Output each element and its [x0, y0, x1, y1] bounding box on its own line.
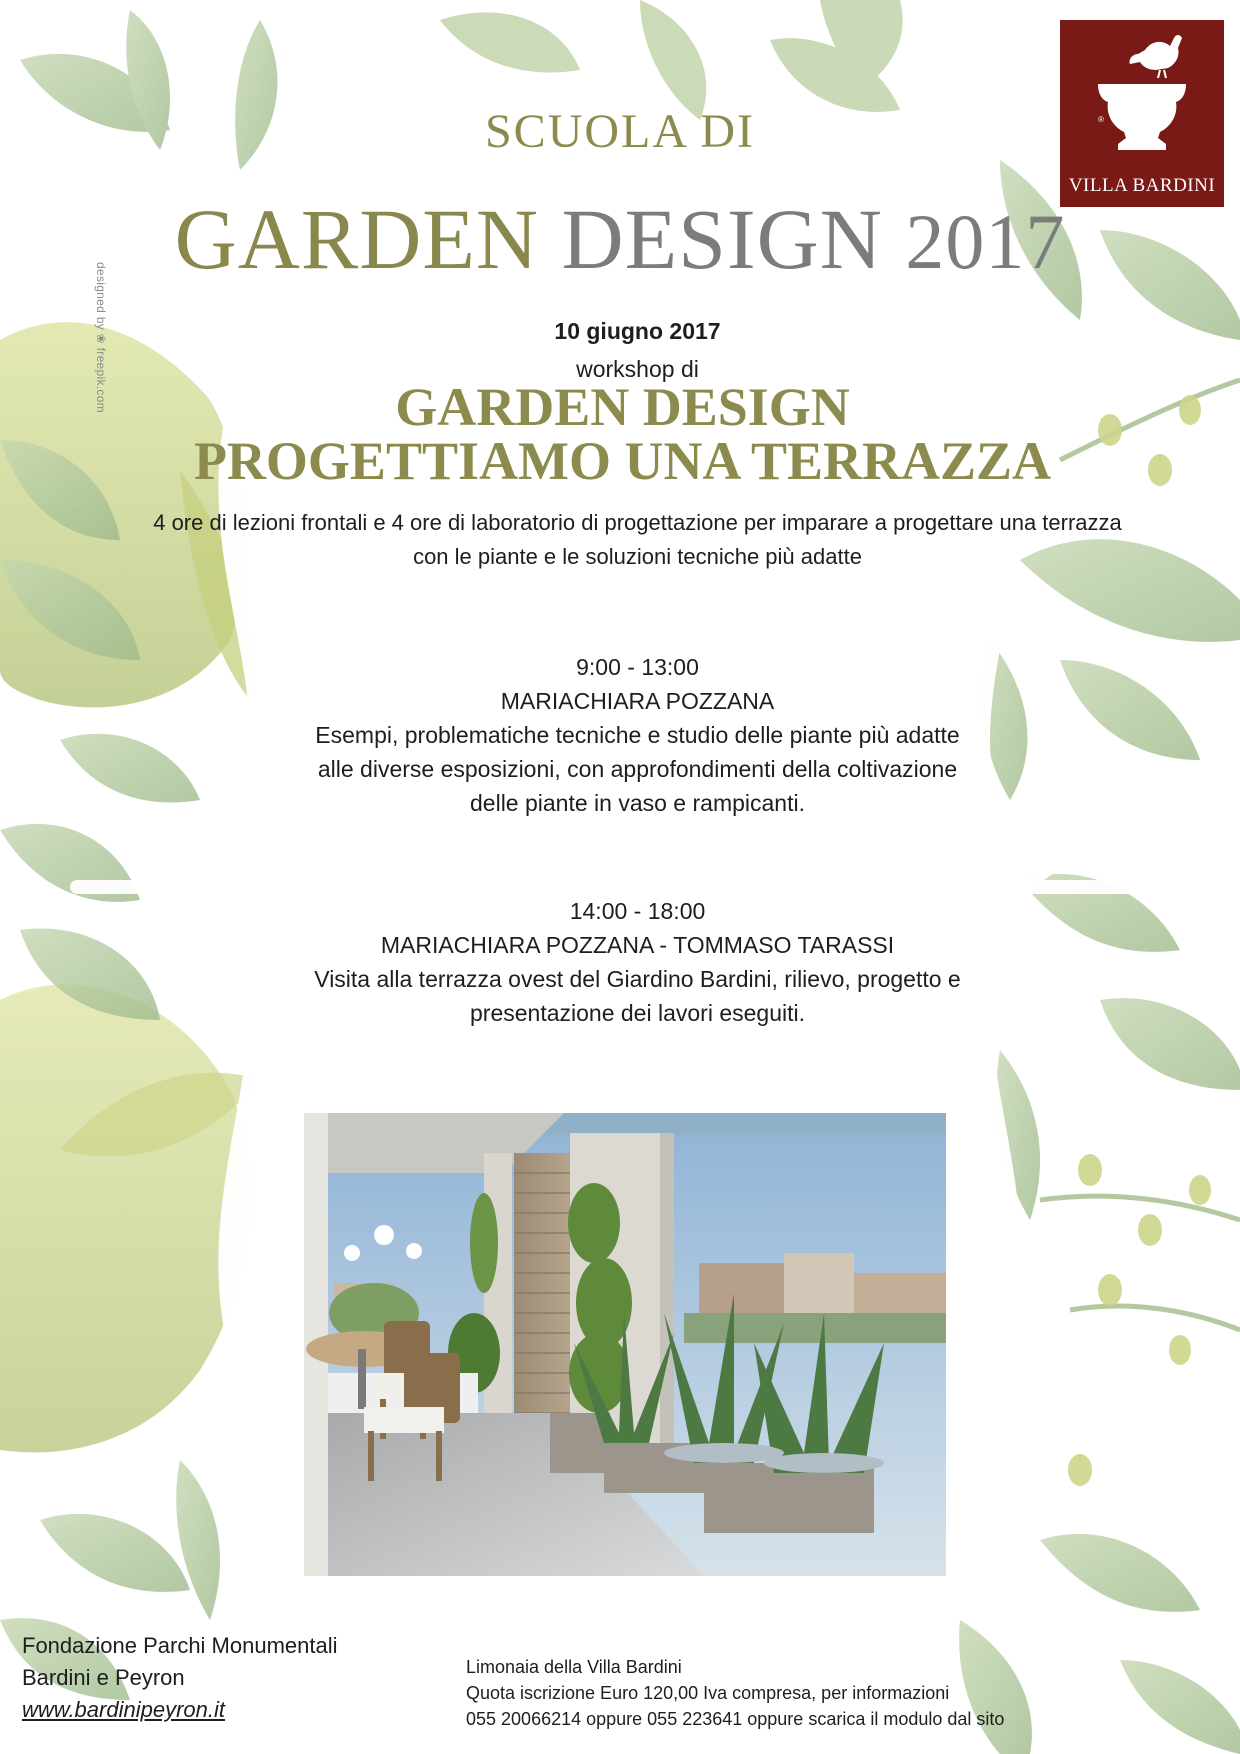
title-garden: GARDEN — [174, 191, 539, 287]
session-text-line: presentazione dei lavori eseguiti. — [470, 1000, 805, 1026]
event-subtitle: workshop di — [576, 356, 699, 382]
session-morning — [240, 650, 1035, 820]
session-text-line: Esempi, problematiche tecniche e studio delle piante più adatte — [315, 722, 960, 748]
description-line: 4 ore di lezioni frontali e 4 ore di laboratorio di progettazione per imparare a progettare una terrazza — [153, 510, 1122, 535]
organization-block — [22, 1630, 338, 1726]
fee-line: Quota iscrizione Euro 120,00 Iva compresa, per informazioni — [466, 1683, 950, 1703]
website-link[interactable]: www.bardinipeyron.it — [22, 1697, 225, 1722]
page-title — [0, 191, 1240, 287]
registration-info — [466, 1654, 1004, 1732]
kicker-heading: SCUOLA DI — [484, 105, 756, 158]
event-headline-line2: PROGETTIAMO UNA TERRAZZA — [193, 431, 1052, 491]
description-line: con le piante e le soluzioni tecniche più adatte — [413, 544, 862, 569]
title-design: DESIGN — [561, 191, 883, 287]
vase-leaf-left-lower — [0, 984, 251, 1452]
freepik-credit: designed by ❀ freepik.com — [94, 262, 108, 413]
session-time: 14:00 - 18:00 — [569, 898, 706, 924]
logo-brand-name: VILLA BARDINI — [1068, 175, 1216, 196]
session-time: 9:00 - 13:00 — [576, 654, 699, 680]
session-text-line: Visita alla terrazza ovest del Giardino Bardini, rilievo, progetto e — [314, 966, 961, 992]
session-speakers: MARIACHIARA POZZANA — [500, 688, 775, 714]
title-year: 2017 — [905, 198, 1066, 285]
event-description — [100, 506, 1175, 574]
session-speakers: MARIACHIARA POZZANA - TOMMASO TARASSI — [380, 932, 895, 958]
org-name-line2: Bardini e Peyron — [22, 1665, 185, 1690]
contact-line: 055 20066214 oppure 055 223641 oppure scarica il modulo dal sito — [466, 1709, 1005, 1729]
terrace-photo — [304, 1113, 946, 1576]
session-text-line: alle diverse esposizioni, con approfondimenti della coltivazione — [317, 756, 958, 782]
session-afternoon — [240, 894, 1035, 1030]
session-text-line: delle piante in vaso e rampicanti. — [470, 790, 805, 816]
org-name-line1: Fondazione Parchi Monumentali — [22, 1633, 338, 1658]
venue-line: Limonaia della Villa Bardini — [466, 1657, 682, 1677]
registered-mark: ® — [1098, 115, 1104, 124]
event-headline-line1: GARDEN DESIGN — [395, 377, 850, 437]
event-date: 10 giugno 2017 — [554, 318, 721, 344]
